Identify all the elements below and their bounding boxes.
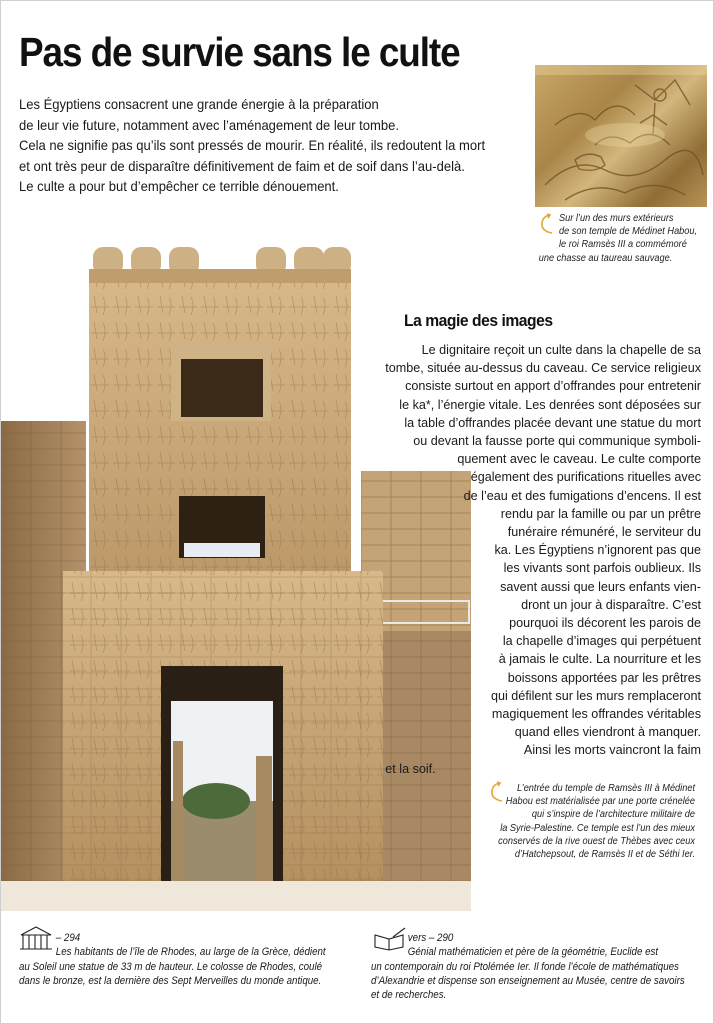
body-line: ou devant la fausse porte qui communique symboli- [413,434,701,449]
body-line: quand elles viendront à manquer. [514,725,701,740]
caption-line: conservés de la rive ouest de Thèbes avec ceux [498,835,695,847]
footnote-line: un contemporain du roi Ptolémée Ier. Il fonde l’école de mathématiques [371,960,679,973]
relief-caption [538,212,698,265]
intro-line: Les Égyptiens consacrent une grande énergie à la préparation [19,96,379,112]
body-line: la table d’offrandes placée devant une statue du mort [404,415,701,430]
body-line: tombe, située au-dessus du caveau. Ce service religieux [385,361,701,376]
body-line: de l’eau et des fumigations d’encens. Il est [463,488,701,503]
footnote-line: d’Alexandrie et dispense son enseignement au Musée, centre de savoirs [371,974,685,987]
footnote-left [19,931,352,988]
intro-line: de leur vie future, notamment avec l’aménagement de leur tombe. [19,116,399,133]
section-title: La magie des images [404,311,553,330]
intro-line: Cela ne signifie pas qu’ils sont pressés de mourir. En réalité, ils redoutent la mort [19,137,486,153]
footnote-line: au Soleil une statue de 33 m de hauteur. Le colosse de Rhodes, coulé [19,960,323,973]
footnote-date: vers – 290 [407,932,454,944]
caption-line: la Syrie-Palestine. Ce temple est l’un des mieux [500,822,695,834]
footnote-line: dans le bronze, est la dernière des Sept Merveilles du monde antique. [19,974,322,987]
body-line: Le dignitaire reçoit un culte dans la chapelle de sa [421,343,701,357]
body-line: également des purifications rituelles avec [470,470,701,485]
body-line: dront un jour à disparaître. C’est [521,597,701,612]
intro-line: et ont très peur de disparaître définitivement de faim et de soif dans l’au-delà. [19,157,465,174]
footnote-line: Les habitants de l’île de Rhodes, au large de la Grèce, dédient [55,946,326,959]
timeline-footer [1,923,714,1023]
body-line: quement avec le caveau. Le culte comporte [457,452,701,467]
body-line: à jamais le culte. La nourriture et les [498,652,701,667]
page-title: Pas de survie sans le culte [19,29,460,75]
body-line: boissons apportées par les prêtres [507,670,701,685]
intro-line: Le culte a pour but d’empêcher ce terrible dénouement. [19,178,339,194]
body-line: et la soif. [385,761,436,776]
body-line: magiquement les offrandes véritables [491,707,701,722]
relief-photo [535,65,707,207]
temple-caption [498,782,695,861]
curl-arrow-icon [539,213,555,235]
caption-line: de son temple de Médinet Habou, [559,226,698,238]
intro-paragraph [19,94,484,197]
body-line: le ka*, l’énergie vitale. Les denrées sont déposées sur [399,397,701,412]
caption-line: le roi Ramsès III a commémoré [559,239,687,251]
footnote-right [371,931,712,1002]
body-line: pourquoi ils décorent les parois de [509,616,701,631]
body-line: rendu par la famille ou par un prêtre [500,506,701,521]
caption-line: qui s’inspire de l’architecture militaire de [531,809,695,821]
footnote-line: et de recherches. [371,989,447,1002]
body-line: funéraire rémunéré, le serviteur du [507,525,701,540]
body-line: qui défilent sur les murs remplaceront [491,688,701,703]
caption-line: Habou est matérialisée par une porte crénelée [505,796,695,808]
body-line: les vivants sont parfois oublieux. Ils [503,561,701,576]
body-line: ka. Les Égyptiens n’ignorent pas que [494,543,701,558]
footnote-line: Génial mathématicien et père de la géométrie, Euclide est [407,946,659,959]
body-column [385,341,701,778]
caption-line: L’entrée du temple de Ramsès III à Médinet [517,783,695,794]
caption-line: d’Hatchepsout, de Ramsès II et de Séthi Ier. [514,849,695,861]
body-line: consiste surtout en apport d’offrandes pour entretenir [405,379,701,394]
body-line: Ainsi les morts vaincront la faim [523,743,701,758]
caption-line: une chasse au taureau sauvage. [538,252,673,264]
caption-line: Sur l’un des murs extérieurs [559,213,674,224]
body-line: savent aussi que leurs enfants vien- [500,579,701,594]
footnote-date: – 294 [55,932,81,944]
body-line: la chapelle d’images qui perpétuent [502,634,701,649]
